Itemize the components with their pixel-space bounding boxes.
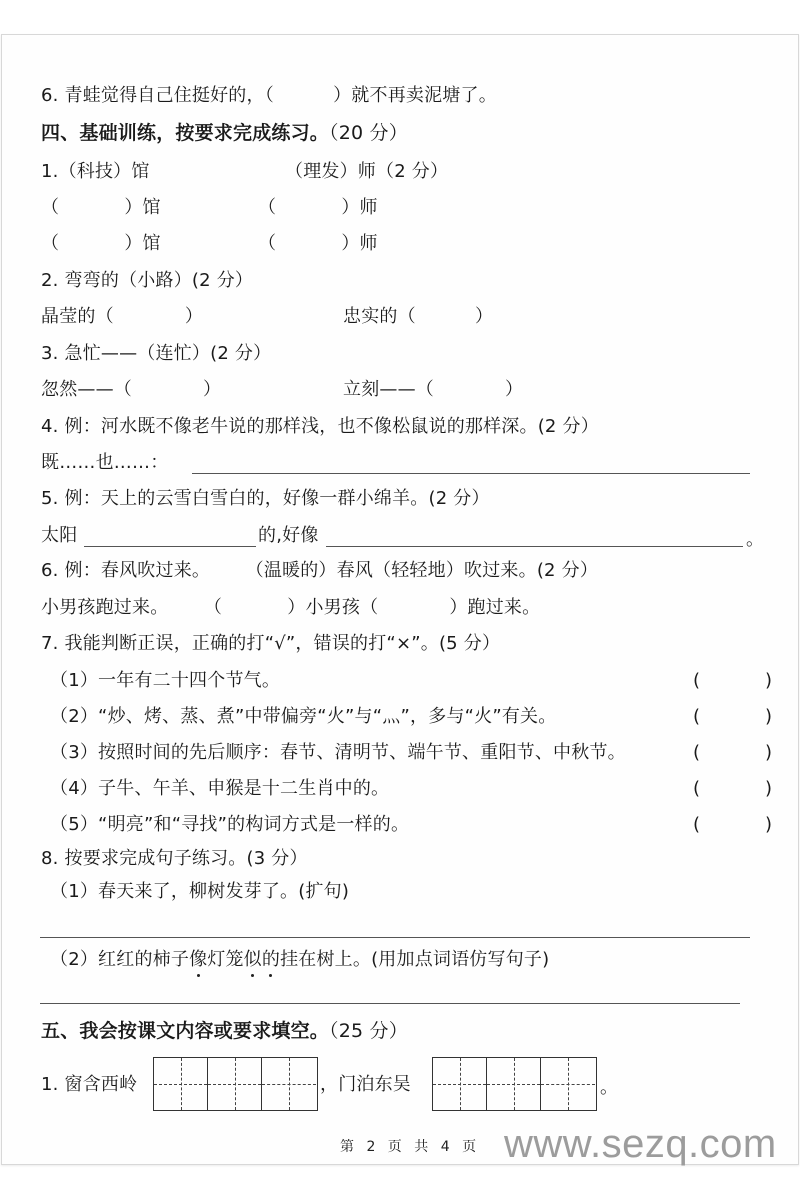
q1-blank-row2-b[interactable]: （ ）师 — [258, 233, 378, 254]
q3-prompt: 3. 急忙——（连忙）(2 分） — [41, 343, 272, 364]
q7-item-3-paren-open[interactable]: ( — [693, 742, 701, 763]
q5-mid: 的,好像 — [258, 525, 319, 546]
q7-item-5: （5）“明亮”和“寻找”的构词方式是一样的。 — [50, 814, 410, 835]
q3-blank-b[interactable]: 立刻——（ ） — [343, 379, 524, 400]
q1-blank-row1-a[interactable]: （ ）馆 — [41, 197, 161, 218]
q7-item-2: （2）“炒、烤、蒸、煮”中带偏旁“火”与“灬”，多与“火”有关。 — [50, 706, 557, 727]
dotted-char-de: 的 — [261, 949, 281, 970]
q8-prompt: 8. 按要求完成句子练习。(3 分） — [41, 848, 308, 869]
grid-cell[interactable] — [541, 1058, 595, 1110]
section-5-score: （25 分） — [329, 1020, 408, 1042]
grid-cell[interactable] — [487, 1058, 541, 1110]
writing-grid-1[interactable] — [153, 1057, 318, 1111]
grid-cell[interactable] — [208, 1058, 262, 1110]
q6-prompt: 6. 例：春风吹过来。 （温暖的）春风（轻轻地）吹过来。(2 分） — [41, 560, 599, 581]
q7-item-1-paren-close[interactable]: ) — [765, 670, 773, 691]
q5-lead: 太阳 — [41, 525, 78, 546]
q7-item-5-paren-close[interactable]: ) — [765, 814, 773, 835]
grid-cell[interactable] — [154, 1058, 208, 1110]
dotted-char-xiang: 像 — [189, 949, 208, 970]
q5-answer-line-1[interactable] — [84, 546, 256, 547]
q8-sub2-post: 挂在树上。(用加点词语仿写句子) — [280, 949, 550, 970]
q7-item-4-paren-close[interactable]: ) — [765, 778, 773, 799]
q6-answer[interactable]: 小男孩跑过来。 （ ）小男孩（ ）跑过来。 — [41, 597, 541, 618]
q7-item-3: （3）按照时间的先后顺序：春节、清明节、端午节、重阳节、中秋节。 — [50, 742, 626, 763]
watermark: www.sezq.com — [504, 1122, 777, 1166]
q8-sub2 — [50, 948, 549, 972]
q3-blank-a[interactable]: 忽然——（ ） — [41, 379, 222, 400]
q2-prompt: 2. 弯弯的（小路）(2 分） — [41, 270, 254, 291]
section-4-score: （20 分） — [329, 122, 408, 144]
grid-cell[interactable] — [433, 1058, 487, 1110]
q4-prompt: 4. 例：河水既不像老牛说的那样浅，也不像松鼠说的那样深。(2 分） — [41, 416, 599, 437]
q1-blank-row1-b[interactable]: （ ）师 — [258, 197, 378, 218]
s5-q1-mid: ，门泊东吴 — [320, 1074, 411, 1095]
q4-answer-line[interactable] — [192, 473, 750, 474]
q2-blank-b[interactable]: 忠实的（ ） — [343, 306, 494, 327]
s5-q1-end: 。 — [600, 1077, 619, 1098]
q7-item-3-paren-close[interactable]: ) — [765, 742, 773, 763]
section-5-title: 五、我会按课文内容或要求填空。 — [41, 1020, 330, 1042]
q7-item-1: （1）一年有二十四个节气。 — [50, 670, 281, 691]
q8-sub2-pre: （2）红红的柿子 — [50, 949, 190, 970]
section-4-heading — [41, 121, 408, 145]
page-number: 第 2 页 共 4 页 — [340, 1139, 481, 1155]
q7-item-5-paren-open[interactable]: ( — [693, 814, 701, 835]
question-3-6: 6. 青蛙觉得自己住挺好的，（ ）就不再卖泥塘了。 — [41, 85, 497, 106]
q1-blank-row2-a[interactable]: （ ）馆 — [41, 233, 161, 254]
q8-sub1-answer-line[interactable] — [40, 937, 750, 938]
q4-lead: 既……也……： — [41, 452, 169, 473]
section-4-title: 四、基础训练，按要求完成练习。 — [41, 122, 330, 144]
s5-q1-lead: 1. 窗含西岭 — [41, 1074, 138, 1095]
section-5-heading — [41, 1019, 408, 1043]
q7-item-4-paren-open[interactable]: ( — [693, 778, 701, 799]
q7-prompt: 7. 我能判断正误，正确的打“√”，错误的打“×”。(5 分） — [41, 633, 501, 654]
q1-prompt-b: （理发）师（2 分） — [285, 161, 449, 182]
q7-item-2-paren-open[interactable]: ( — [693, 706, 701, 727]
q1-prompt-a: 1.（科技）馆 — [41, 161, 150, 182]
q2-blank-a[interactable]: 晶莹的（ ） — [41, 306, 204, 327]
q7-item-1-paren-open[interactable]: ( — [693, 670, 701, 691]
q5-end: 。 — [746, 529, 765, 550]
dotted-char-si: 似 — [243, 949, 262, 970]
writing-grid-2[interactable] — [432, 1057, 597, 1111]
q5-prompt: 5. 例：天上的云雪白雪白的，好像一群小绵羊。(2 分） — [41, 488, 490, 509]
q8-sub1: （1）春天来了，柳树发芽了。(扩句) — [50, 881, 350, 902]
q7-item-2-paren-close[interactable]: ) — [765, 706, 773, 727]
q8-sub2-mid: 灯笼 — [207, 949, 244, 970]
q8-sub2-answer-line[interactable] — [40, 1003, 740, 1004]
q5-answer-line-2[interactable] — [326, 546, 743, 547]
q7-item-4: （4）子牛、午羊、申猴是十二生肖中的。 — [50, 778, 390, 799]
grid-cell[interactable] — [262, 1058, 316, 1110]
